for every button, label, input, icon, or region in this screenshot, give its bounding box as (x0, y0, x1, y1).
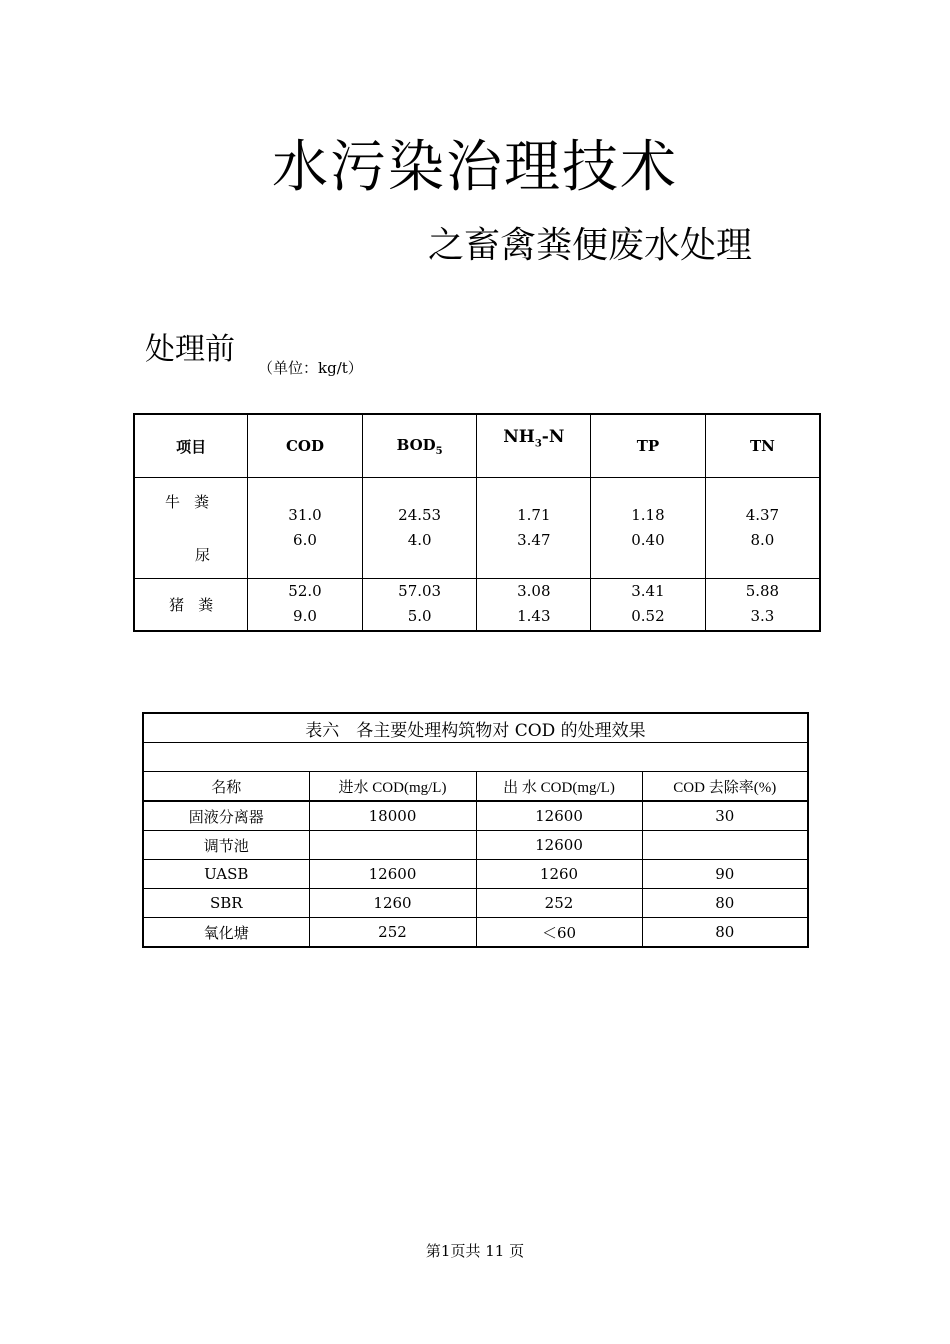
cell-removal: 30 (642, 801, 808, 831)
unit-note: （单位：kg/t） (258, 359, 363, 377)
header-name: 名称 (143, 772, 309, 802)
blank-row (143, 743, 808, 772)
cell-influent (309, 831, 476, 860)
header-influent-cod: 进水 COD(mg/L) (309, 772, 476, 802)
cod-efficiency-table (142, 712, 809, 948)
row-label-pig: 猪粪 (134, 579, 248, 631)
cell-name: 氧化塘 (143, 918, 309, 948)
header-cod: COD (248, 414, 363, 478)
header-effluent-cod: 出 水 COD(mg/L) (476, 772, 642, 802)
cell-name: SBR (143, 889, 309, 918)
cell-tn: 5.88 3.3 (705, 579, 820, 631)
cell-nh3n: 1.71 3.47 (477, 478, 591, 579)
cell-effluent: 12600 (476, 801, 642, 831)
cell-removal: 90 (642, 860, 808, 889)
cell-effluent: 12600 (476, 831, 642, 860)
page-footer: 第1页共 11 页 (425, 1242, 525, 1260)
blank-cell (143, 743, 808, 772)
header-item: 项目 (134, 414, 248, 478)
table-row (143, 889, 808, 918)
table-row (143, 801, 808, 831)
table-caption: 表六 各主要处理构筑物对 COD 的处理效果 (143, 713, 808, 743)
table-row (143, 918, 808, 948)
cell-effluent: ＜60 (476, 918, 642, 948)
cell-influent: 18000 (309, 801, 476, 831)
cell-cod: 31.0 6.0 (248, 478, 363, 579)
table-row (143, 831, 808, 860)
cell-influent: 252 (309, 918, 476, 948)
cell-influent: 1260 (309, 889, 476, 918)
table-header-row (134, 414, 820, 478)
cell-removal (642, 831, 808, 860)
header-tn: TN (705, 414, 820, 478)
table-row (134, 579, 820, 631)
cell-influent: 12600 (309, 860, 476, 889)
pre-treatment-table (133, 413, 821, 632)
cell-name: 调节池 (143, 831, 309, 860)
document-subtitle: 之畜禽粪便废水处理 (428, 225, 753, 266)
cell-cod: 52.0 9.0 (248, 579, 363, 631)
cell-tp: 1.18 0.40 (591, 478, 706, 579)
header-bod5: $BOD_5$ (362, 414, 477, 478)
cell-removal: 80 (642, 918, 808, 948)
cell-effluent: 252 (476, 889, 642, 918)
cell-removal: 80 (642, 889, 808, 918)
cell-tn: 4.37 8.0 (705, 478, 820, 579)
table-header-row (143, 772, 808, 802)
cell-bod5: 24.53 4.0 (362, 478, 477, 579)
header-nh3n: $NH_3-N$ (477, 414, 591, 478)
document-title: 水污染治理技术 (272, 135, 678, 200)
cell-nh3n: 3.08 1.43 (477, 579, 591, 631)
table-row (134, 478, 820, 579)
table-caption-row (143, 713, 808, 743)
section-heading: 处理前 (145, 332, 235, 367)
cell-effluent: 1260 (476, 860, 642, 889)
table-row (143, 860, 808, 889)
cell-bod5: 57.03 5.0 (362, 579, 477, 631)
cell-tp: 3.41 0.52 (591, 579, 706, 631)
cell-name: UASB (143, 860, 309, 889)
header-removal-rate: COD 去除率(%) (642, 772, 808, 802)
cell-name: 固液分离器 (143, 801, 309, 831)
row-label-cattle: 牛粪 尿 (134, 478, 248, 579)
header-tp: TP (591, 414, 706, 478)
